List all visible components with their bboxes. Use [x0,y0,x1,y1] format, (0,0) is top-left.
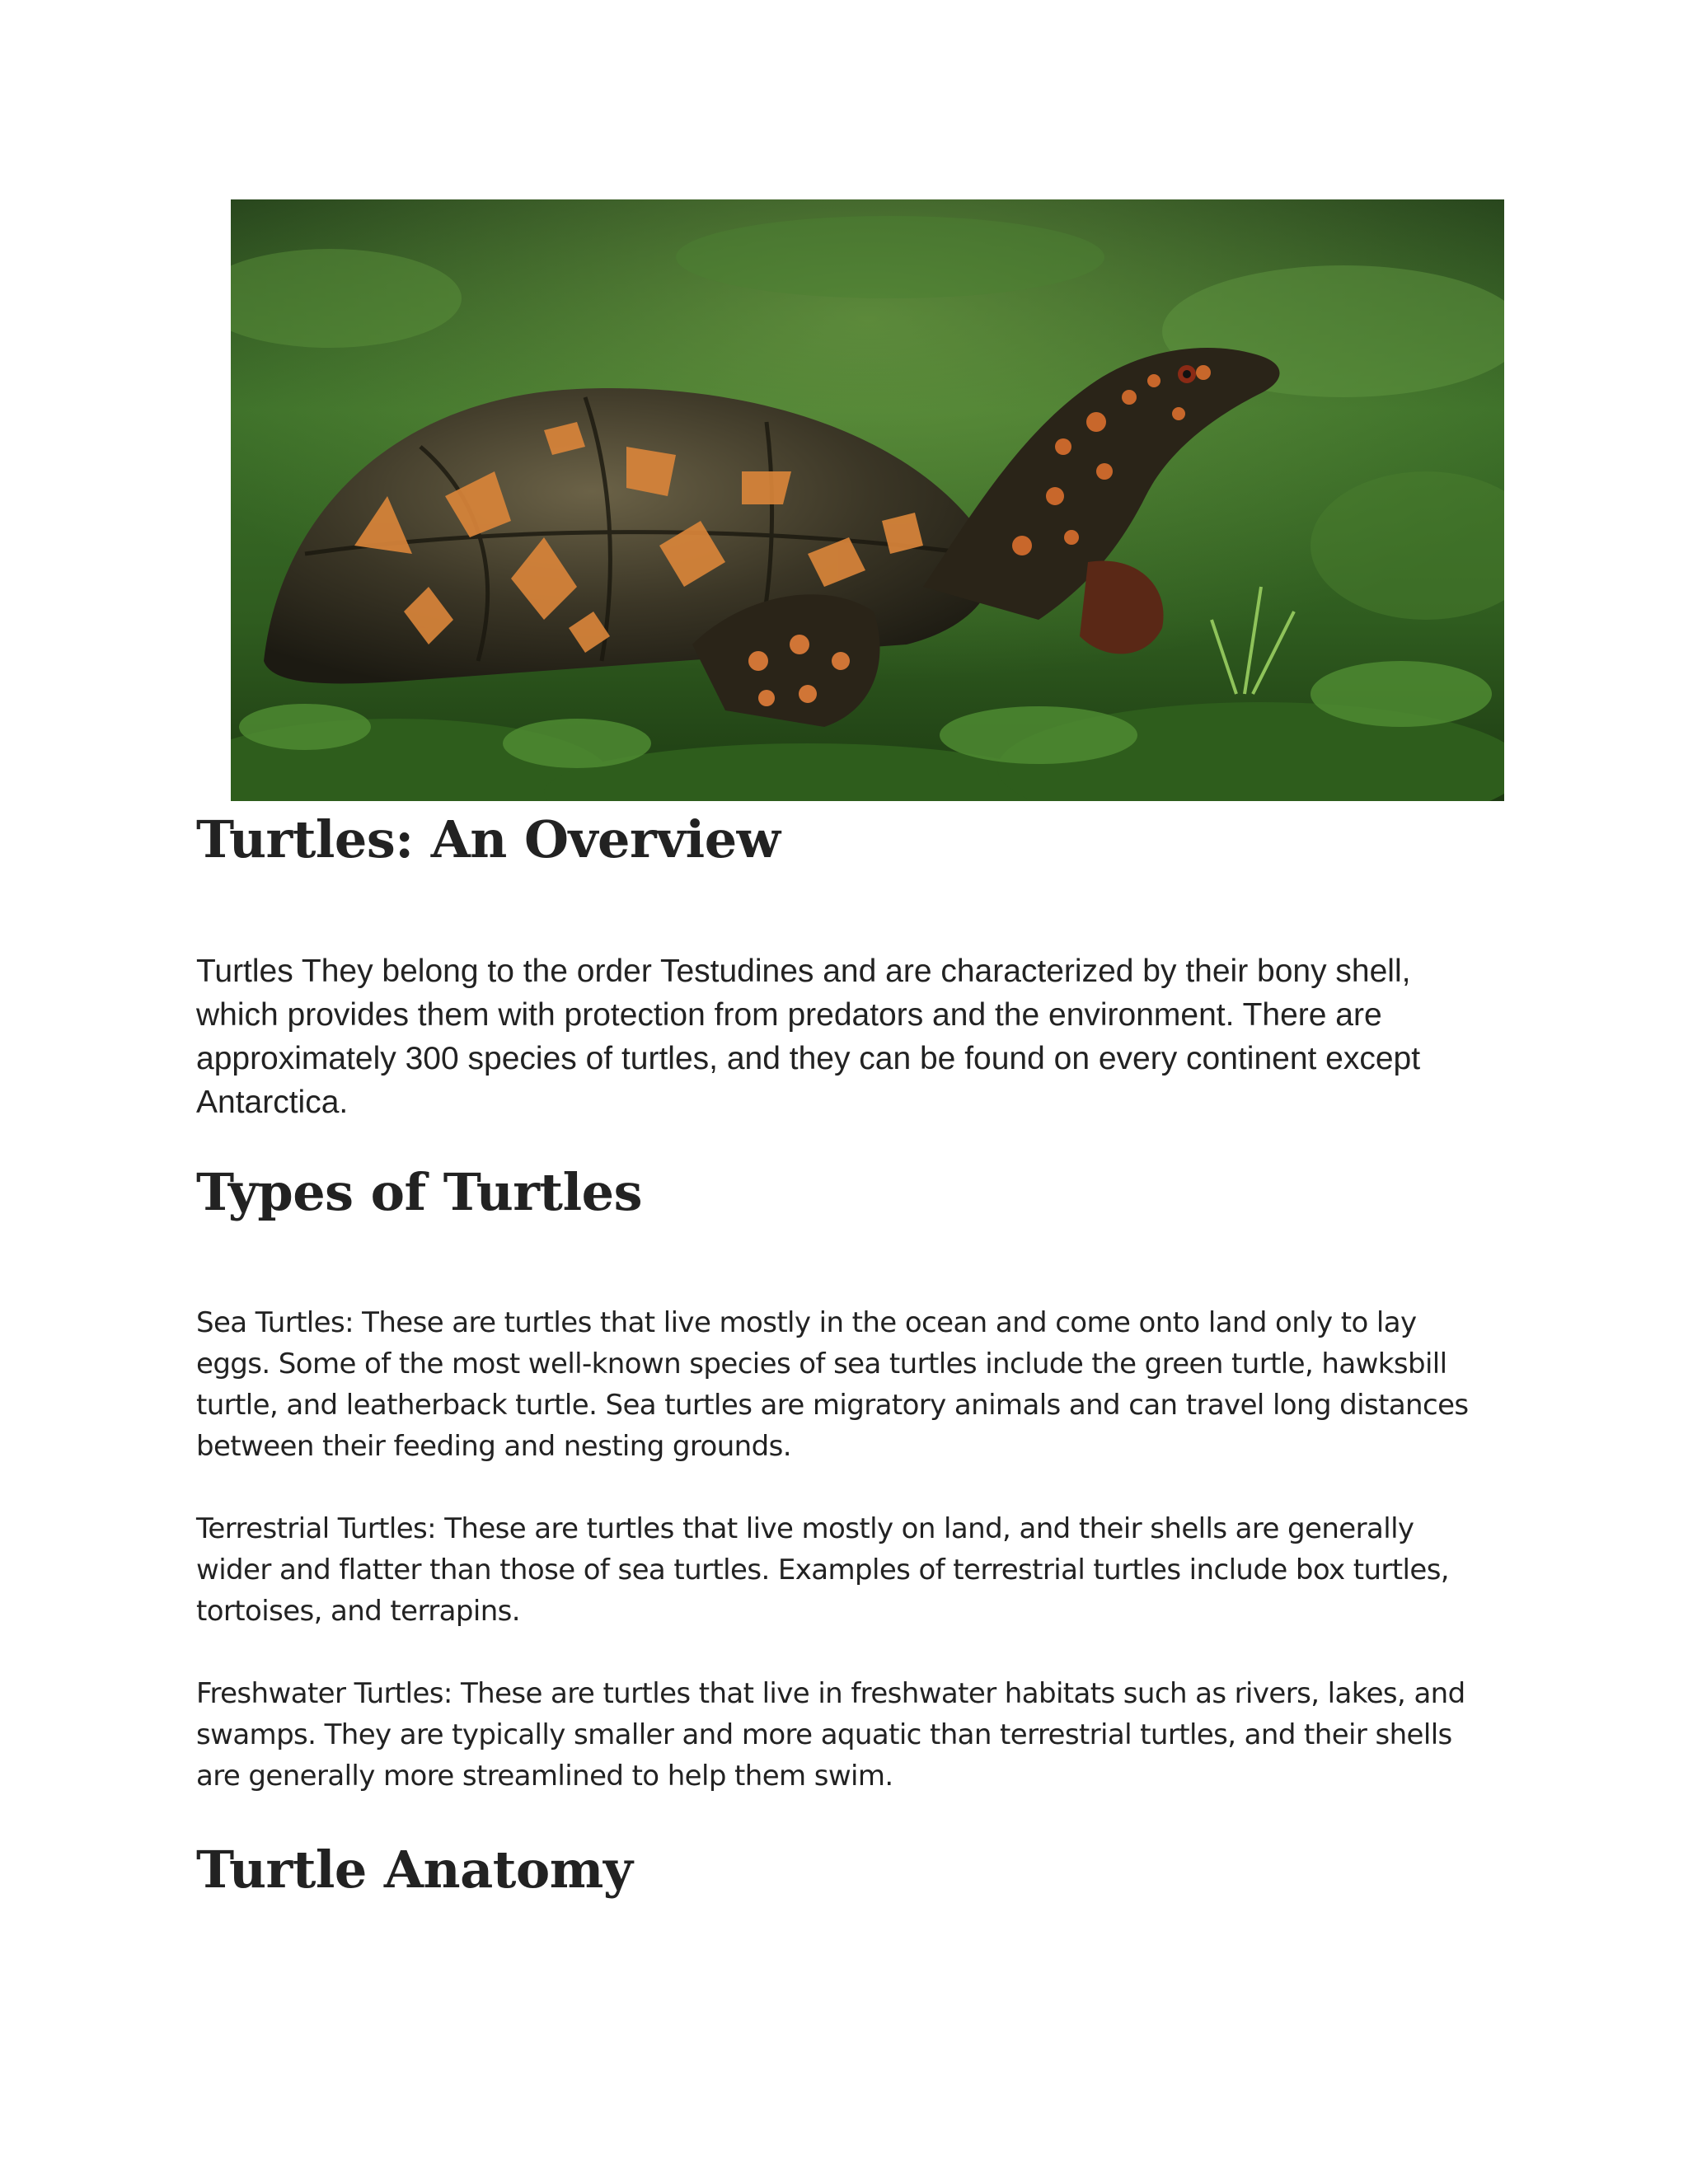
section-heading-anatomy: Turtle Anatomy [196,1840,633,1900]
turtle-photo-illustration [231,199,1504,801]
sea-turtles-paragraph: Sea Turtles: These are turtles that live mostly in the ocean and come onto land only to lay eggs. Some of the most well-known species of sea turtles include the green turtle, hawksbill turtle, and leatherback turtle. Sea turtles are migratory animals and can travel long distances between their feeding and nesting grounds. [196,1306,1469,1463]
freshwater-turtles-paragraph: Freshwater Turtles: These are turtles that live in freshwater habitats such as rivers, lakes, and swamps. They are typically smaller and more aquatic than terrestrial turtles, and their shells are generally more streamlined to help them swim. [196,1677,1465,1793]
overview-paragraph: Turtles They belong to the order Testudines and are characterized by their bony shell, which provides them with protection from predators and the environment. There are approximately 300 species of turtles, and they can be found on every continent except Antarctica. [196,954,1421,1120]
turtle-photo [231,199,1504,801]
section-heading-types: Types of Turtles [196,1162,642,1222]
section-heading-overview: Turtles: An Overview [196,809,781,869]
terrestrial-turtles-paragraph: Terrestrial Turtles: These are turtles that live mostly on land, and their shells are generally wider and flatter than those of sea turtles. Examples of terrestrial turtles include box turtles, tortoises, and terrapins. [196,1512,1450,1628]
